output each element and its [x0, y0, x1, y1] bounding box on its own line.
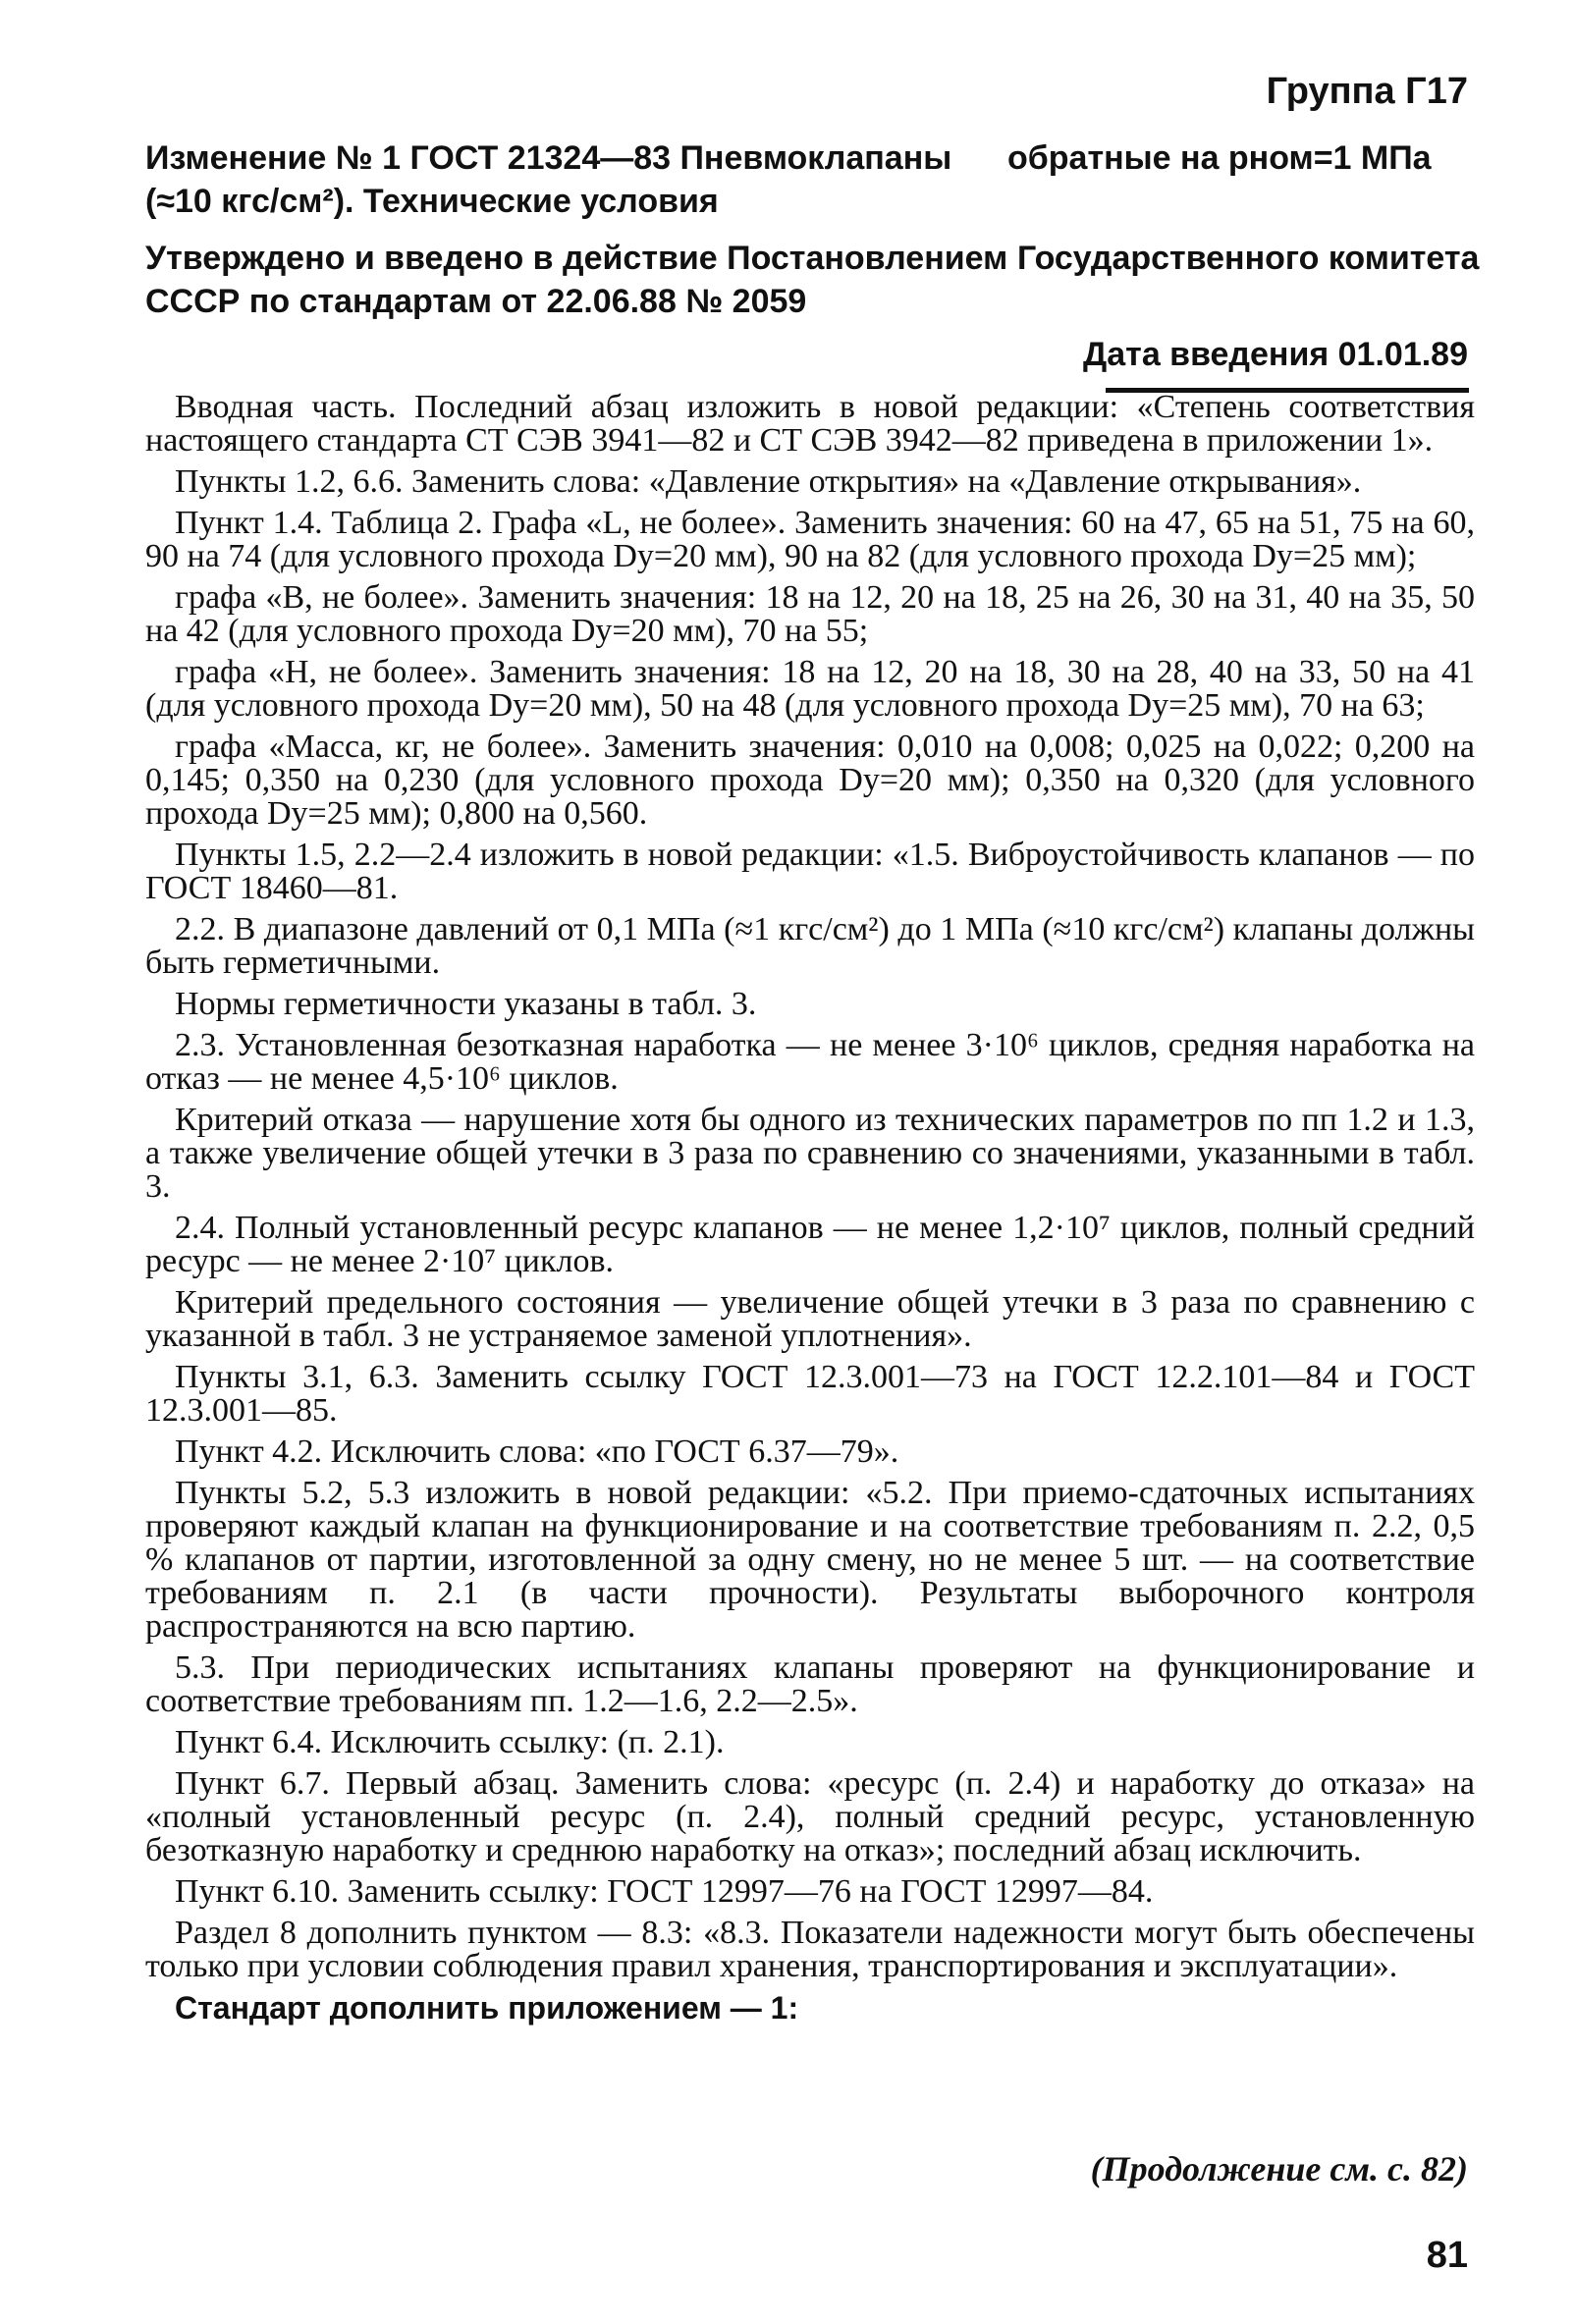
- paragraph: Пункт 4.2. Исключить слова: «по ГОСТ 6.37—79».: [175, 1433, 899, 1470]
- paragraph: Раздел 8 дополнить пунктом — 8.3: «8.3. Показатели надежности могут быть обеспечены только при условии соблюдения правил хранения, транспортирования и эксплуатации».: [145, 1915, 1475, 1984]
- paragraph: Пункт 6.10. Заменить ссылку: ГОСТ 12997—76 на ГОСТ 12997—84.: [175, 1873, 1154, 1910]
- approval-second-line: СССР по стандартам от 22.06.88 № 2059: [145, 283, 807, 320]
- paragraph: Критерий отказа — нарушение хотя бы одного из технических параметров по пп 1.2 и 1.3, а также увеличение общей утечки в 3 раза по сравнению со значениями, указанными в табл. 3.: [145, 1102, 1475, 1205]
- paragraph: Пункты 5.2, 5.3 изложить в новой редакции: «5.2. При приемо-сдаточных испытаниях проверяют каждый клапан на функционирование и на соответствие требованиям п. 2.2, 0,5 % клапанов от партии, изготовленной за одну смену, но не менее 5 шт. — на соответствие требованиям п. 2.1 (в части прочности). Результаты выборочного контроля распространяются на всю партию.: [145, 1475, 1475, 1645]
- approval-left: Утверждено и введено в действие Постановлением: [145, 240, 1008, 277]
- paragraph: Вводная часть. Последний абзац изложить в новой редакции: «Степень соответствия настоящего стандарта СТ СЭВ 3941—82 и СТ СЭВ 3942—82 приведена в приложении 1».: [145, 389, 1475, 459]
- amendment-title-second-line: (≈10 кгс/см²). Технические условия: [145, 183, 719, 220]
- paragraph: Пункт 6.7. Первый абзац. Заменить слова: «ресурс (п. 2.4) и наработку до отказа» на «полный установленный ресурс (п. 2.4), полный средний ресурс, установленную безотказную наработку и среднюю наработку на отказ»; последний абзац исключить.: [145, 1765, 1475, 1868]
- paragraph: Критерий предельного состояния — увеличение общей утечки в 3 раза по сравнению с указанной в табл. 3 не устраняемое заменой уплотнения».: [145, 1284, 1475, 1354]
- paragraph: графа «B, не более». Заменить значения: 18 на 12, 20 на 18, 25 на 26, 30 на 31, 40 на 35, 50 на 42 (для условного прохода Dу=20 мм), 70 на 55;: [145, 579, 1475, 649]
- paragraph: 2.2. В диапазоне давлений от 0,1 МПа (≈1 кгс/см²) до 1 МПа (≈10 кгс/см²) клапаны должны быть герметичными.: [145, 911, 1475, 981]
- paragraph: Пункт 1.4. Таблица 2. Графа «L, не более». Заменить значения: 60 на 47, 65 на 51, 75 на 60, 90 на 74 (для условного прохода Dу=20 мм), 90 на 82 (для условного прохода Dу=25 мм);: [145, 505, 1475, 574]
- paragraph: Пункты 3.1, 6.3. Заменить ссылку ГОСТ 12.3.001—73 на ГОСТ 12.2.101—84 и ГОСТ 12.3.001—85.: [145, 1359, 1475, 1429]
- document-body: [145, 391, 1475, 2032]
- paragraph-appendix-note: Стандарт дополнить приложением — 1:: [175, 1990, 799, 2026]
- paragraph: Пункт 6.4. Исключить ссылку: (п. 2.1).: [175, 1724, 725, 1760]
- page-number: 81: [1426, 2235, 1468, 2276]
- continued-note: (Продолжение см. с. 82): [1090, 2149, 1468, 2189]
- amendment-title-left: Изменение № 1 ГОСТ 21324—83 Пневмоклапаны: [145, 139, 952, 177]
- paragraph: графа «Масса, кг, не более». Заменить значения: 0,010 на 0,008; 0,025 на 0,022; 0,200 на 0,145; 0,350 на 0,230 (для условного прохода Dу=20 мм); 0,350 на 0,320 (для условного прохода Dу=25 мм); 0,800 на 0,560.: [145, 729, 1475, 832]
- paragraph: Пункты 1.2, 6.6. Заменить слова: «Давление открытия» на «Давление открывания».: [175, 463, 1362, 500]
- amendment-title-right: обратные на pном=1 МПа: [1007, 139, 1432, 177]
- group-label: Группа Г17: [1266, 71, 1468, 112]
- paragraph: Нормы герметичности указаны в табл. 3.: [175, 986, 757, 1022]
- paragraph: 5.3. При периодических испытаниях клапаны проверяют на функционирование и соответствие требованиям пп. 1.2—1.6, 2.2—2.5».: [145, 1649, 1475, 1719]
- paragraph: 2.3. Установленная безотказная наработка — не менее 3·10⁶ циклов, средняя наработка на отказ — не менее 4,5·10⁶ циклов.: [145, 1027, 1475, 1097]
- paragraph: 2.4. Полный установленный ресурс клапанов — не менее 1,2·10⁷ циклов, полный средний ресурс — не менее 2·10⁷ циклов.: [145, 1210, 1475, 1279]
- paragraph: Пункты 1.5, 2.2—2.4 изложить в новой редакции: «1.5. Виброустойчивость клапанов — по ГОСТ 18460—81.: [145, 837, 1475, 906]
- paragraph: графа «H, не более». Заменить значения: 18 на 12, 20 на 18, 30 на 28, 40 на 33, 50 на 41 (для условного прохода Dу=20 мм), 50 на 48 (для условного прохода Dу=25 мм), 70 на 63;: [145, 654, 1475, 724]
- introduction-date: Дата введения 01.01.89: [1083, 336, 1468, 373]
- approval-right: Государственного комитета: [1017, 240, 1480, 277]
